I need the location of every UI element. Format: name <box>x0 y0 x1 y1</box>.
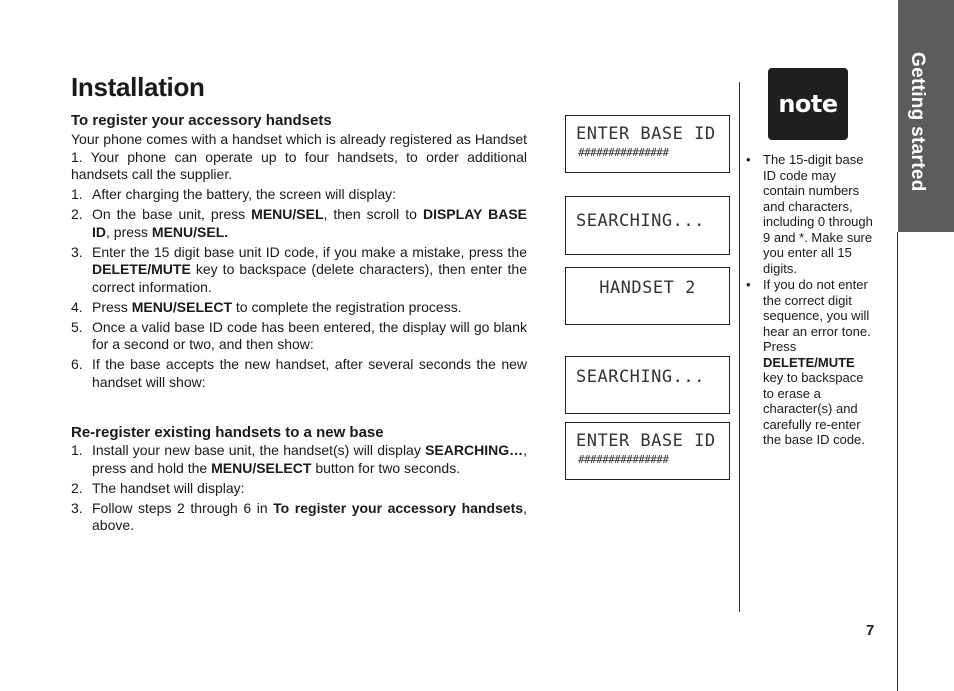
text-run: Follow steps 2 through 6 in <box>92 499 274 516</box>
lcd-display-enter-base-id <box>565 115 730 173</box>
step-number: 4. <box>71 298 83 315</box>
lcd-display-searching <box>565 196 730 255</box>
note-label: note <box>778 90 838 118</box>
lcd-line-1: HANDSET 2 <box>599 278 696 298</box>
step-item <box>71 319 527 354</box>
note-list <box>746 152 874 449</box>
step-number: 2. <box>71 206 83 222</box>
text-run: Once a valid base ID code has been entered, the display will go blank for a second or two, and then show: <box>92 318 527 352</box>
bold-text: DELETE/MUTE <box>763 354 855 370</box>
section-tab <box>898 0 954 232</box>
lcd-display-enter-base-id-2 <box>565 422 730 480</box>
step-number: 6. <box>71 356 83 372</box>
note-icon <box>768 68 848 140</box>
step-item <box>71 500 527 535</box>
bold-text: DELETE/MUTE <box>92 261 191 277</box>
text-run: Install your new base unit, the handset(s) will display <box>92 442 426 458</box>
step-number: 1. <box>71 442 83 458</box>
step-item <box>71 186 527 204</box>
lcd-line-1: ENTER BASE ID <box>576 124 716 144</box>
text-run: If the base accepts the new handset, after several seconds the new handset will show: <box>92 356 527 390</box>
bold-text: DISPLAY BASE ID <box>92 206 527 240</box>
lcd-line-2: ############### <box>578 453 669 466</box>
text-run: , then scroll to <box>323 206 423 222</box>
step-number: 2. <box>71 479 83 496</box>
section-tab-label: Getting started <box>907 52 928 192</box>
step-number: 5. <box>71 318 83 335</box>
text-run: , press and hold the <box>92 442 527 476</box>
section-heading-register: To register your accessory handsets <box>71 112 332 129</box>
text-run: button for two seconds. <box>311 459 461 476</box>
text-run: After charging the battery, the screen will display: <box>92 186 397 202</box>
step-item <box>71 356 527 391</box>
step-item <box>71 299 527 317</box>
text-run: If you do not enter the correct digit sequence, you will hear an error tone. Press <box>763 277 871 354</box>
section-heading-reregister: Re-register existing handsets to a new base <box>71 424 384 441</box>
text-run: , press <box>106 223 152 240</box>
page-title: Installation <box>71 72 205 102</box>
lcd-line-1: SEARCHING... <box>576 211 705 231</box>
column-divider <box>739 82 740 612</box>
step-item <box>71 480 527 498</box>
step-item <box>71 206 527 241</box>
text-run: Enter the 15 digit base unit ID code, if you make a mistake, press the <box>92 243 527 260</box>
text-run: The 15-digit base ID code may contain numbers and characters, including 0 through 9 and *. Make sure you enter all 15 digits. <box>763 152 873 276</box>
bold-text: MENU/SELECT <box>131 298 233 315</box>
note-item <box>746 152 874 276</box>
reregister-steps-list <box>71 442 527 537</box>
lcd-line-1: ENTER BASE ID <box>576 431 716 451</box>
text-run: Press <box>92 298 132 315</box>
step-number: 3. <box>71 499 83 516</box>
step-item <box>71 442 527 477</box>
bold-text: SEARCHING… <box>425 442 524 458</box>
text-run: key to backspace to erase a character(s) and carefully re-enter the base ID code. <box>763 370 865 447</box>
bold-text: To register your accessory handsets <box>273 499 524 516</box>
register-steps-list <box>71 186 527 394</box>
bullet-icon: • <box>746 152 751 167</box>
step-number: 1. <box>71 186 83 202</box>
lcd-line-1: SEARCHING... <box>576 367 705 387</box>
lcd-display-handset-2 <box>565 267 730 325</box>
bold-text: MENU/SELECT <box>211 459 312 476</box>
page-number: 7 <box>866 622 875 639</box>
intro-paragraph: Your phone comes with a handset which is already registered as Handset 1. Your phone can operate up to four handsets, to order additional handsets call the supplier. <box>71 131 527 182</box>
bullet-icon: • <box>746 277 751 292</box>
bold-text: MENU/SEL. <box>151 223 229 240</box>
lcd-line-2: ############### <box>578 146 669 159</box>
text-run: , above. <box>92 499 527 533</box>
text-run: to complete the registration process. <box>232 298 462 315</box>
text-run: key to backspace (delete characters), then enter the correct information. <box>92 261 527 295</box>
note-item <box>746 277 874 448</box>
margin-rule <box>897 232 898 691</box>
step-item <box>71 244 527 297</box>
step-number: 3. <box>71 243 83 260</box>
text-run: The handset will display: <box>92 479 245 496</box>
bold-text: MENU/SEL <box>251 206 324 222</box>
text-run: On the base unit, press <box>92 206 252 222</box>
lcd-display-searching-2 <box>565 356 730 414</box>
